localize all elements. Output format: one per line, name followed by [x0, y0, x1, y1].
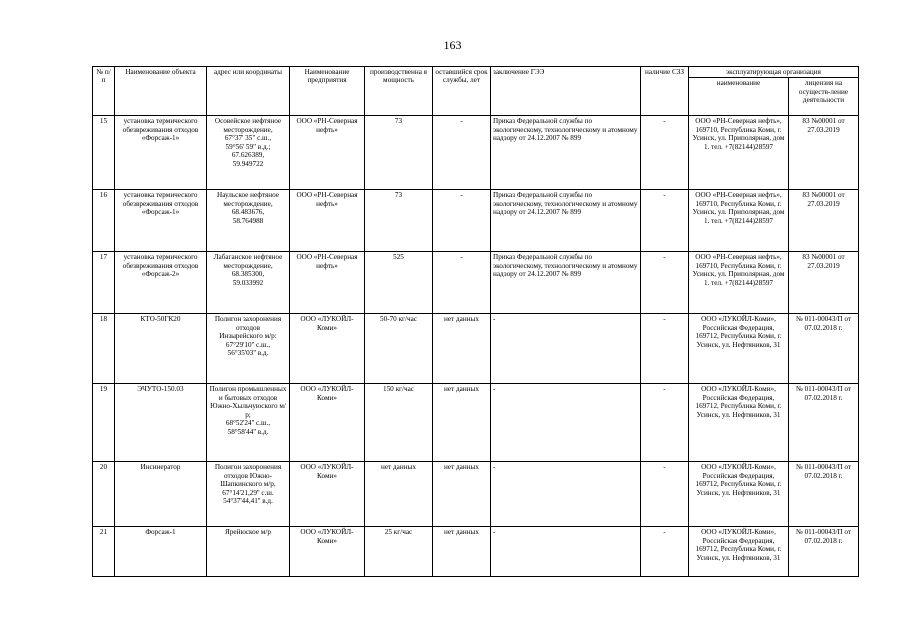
cell-capacity: 73: [365, 190, 433, 252]
cell-szz: -: [641, 116, 689, 190]
table-row: [93, 190, 859, 252]
table-body: [93, 116, 859, 577]
header-operator-group: эксплуатирующая организация: [689, 67, 859, 78]
cell-operator: ООО «РН-Северная нефть», 169710, Республика Коми, г. Усинск, ул. Приполярная, дом 1. тел. +7(82144)28597: [689, 252, 789, 314]
cell-enterprise: ООО «ЛУКОЙЛ-Коми»: [290, 314, 365, 384]
cell-object: установка термического обезвреживания отходов «Форсаж-2»: [115, 252, 207, 314]
table-row: [93, 462, 859, 527]
cell-num: 18: [93, 314, 115, 384]
table-row: [93, 252, 859, 314]
cell-gee: -: [491, 462, 641, 527]
cell-address: [207, 462, 290, 527]
cell-term: -: [433, 116, 491, 190]
cell-object: КТО-50ГК20: [115, 314, 207, 384]
cell-szz: -: [641, 384, 689, 462]
cell-capacity: 73: [365, 116, 433, 190]
header-szz: наличие СЗЗ: [641, 67, 689, 116]
cell-capacity: 150 кг/час: [365, 384, 433, 462]
cell-address-line: 59°56' 59" в.д.;: [225, 142, 271, 151]
cell-address-line: Инзырейского м/р:: [219, 332, 277, 341]
cell-enterprise: ООО «ЛУКОЙЛ-Коми»: [290, 384, 365, 462]
cell-enterprise: ООО «ЛУКОЙЛ-Коми»: [290, 527, 365, 577]
header-license: лицензия на осуществ-ление деятельности: [789, 78, 859, 116]
cell-operator: ООО «РН-Северная нефть», 169710, Республика Коми, г. Усинск, ул. Приполярная, дом 1. тел. +7(82144)28597: [689, 116, 789, 190]
cell-address-line: Ярейюское м/р: [225, 528, 271, 537]
cell-num: 15: [93, 116, 115, 190]
table-row: [93, 116, 859, 190]
cell-address-line: 54°37'44,41'' в.д.: [223, 497, 273, 506]
cell-address-line: Полигон захоронения отходов Южно-Шапкинского м/р,: [214, 463, 282, 489]
cell-term: -: [433, 190, 491, 252]
cell-enterprise: ООО «РН-Северная нефть»: [290, 190, 365, 252]
table-row: [93, 384, 859, 462]
header-enterprise: Наименование предприятия: [290, 67, 365, 116]
cell-address-line: 67°14'21,29'' с.ш.: [222, 488, 274, 497]
cell-address-line: 67°37' 35" с.ш.,: [224, 134, 272, 143]
cell-address-line: 58.764988: [232, 216, 264, 225]
cell-term: нет данных: [433, 462, 491, 527]
cell-address: [207, 252, 290, 314]
cell-address: [207, 384, 290, 462]
cell-address-line: 68°52'24'' с.ш.,: [225, 419, 271, 428]
cell-num: 16: [93, 190, 115, 252]
table-row: [93, 314, 859, 384]
cell-capacity: 50-70 кг/час: [365, 314, 433, 384]
cell-gee: -: [491, 314, 641, 384]
cell-object: установка термического обезвреживания отходов «Форсаж-1»: [115, 116, 207, 190]
cell-operator: ООО «РН-Северная нефть», 169710, Республика Коми, г. Усинск, ул. Приполярная, дом 1. тел. +7(82144)28597: [689, 190, 789, 252]
cell-szz: -: [641, 314, 689, 384]
cell-szz: -: [641, 190, 689, 252]
cell-term: нет данных: [433, 384, 491, 462]
header-term: оставшийся срок службы, лет: [433, 67, 491, 116]
header-capacity: производственна я мощность: [365, 67, 433, 116]
cell-szz: -: [641, 527, 689, 577]
cell-operator: ООО «ЛУКОЙЛ-Коми», Российская Федерация, 169712, Республика Коми, г. Усинск, ул. Нефтяников, 31: [689, 384, 789, 462]
header-gee: заключение ГЭЭ: [491, 67, 641, 116]
waste-facilities-table: [92, 66, 859, 577]
cell-address: [207, 314, 290, 384]
cell-term: нет данных: [433, 314, 491, 384]
header-object: Наименование объекта: [115, 67, 207, 116]
cell-capacity: нет данных: [365, 462, 433, 527]
cell-gee: -: [491, 527, 641, 577]
cell-szz: -: [641, 252, 689, 314]
cell-term: -: [433, 252, 491, 314]
cell-operator: ООО «ЛУКОЙЛ-Коми», Российская Федерация, 169712, Республика Коми, г. Усинск, ул. Нефтяников, 31: [689, 314, 789, 384]
cell-address: [207, 190, 290, 252]
cell-license: № 011-00043/П от 07.02.2018 г.: [789, 384, 859, 462]
cell-operator: ООО «ЛУКОЙЛ-Коми», Российская Федерация, 169712, Республика Коми, г. Усинск, ул. Нефтяников, 31: [689, 527, 789, 577]
cell-num: 20: [93, 462, 115, 527]
cell-num: 19: [93, 384, 115, 462]
cell-address-line: 59.949722: [232, 159, 264, 168]
cell-capacity: 25 кг/час: [365, 527, 433, 577]
cell-enterprise: ООО «РН-Северная нефть»: [290, 116, 365, 190]
cell-object: Инсинератор: [115, 462, 207, 527]
cell-address-line: Полигон захоронения отходов: [214, 315, 282, 332]
cell-gee: -: [491, 384, 641, 462]
cell-enterprise: ООО «ЛУКОЙЛ-Коми»: [290, 462, 365, 527]
cell-gee: Приказ Федеральной службы по экологическому, технологическому и атомному надзору от 24.12.2007 № 899: [491, 116, 641, 190]
cell-object: установка термического обезвреживания отходов «Форсаж-1»: [115, 190, 207, 252]
cell-operator: ООО «ЛУКОЙЛ-Коми», Российская Федерация, 169712, Республика Коми, г. Усинск, ул. Нефтяников, 31: [689, 462, 789, 527]
cell-address-line: Осовейское нефтяное месторождение,: [214, 117, 282, 134]
cell-address-line: 67.626389,: [231, 151, 265, 160]
table-row: [93, 527, 859, 577]
cell-address-line: 58°58'44'' в.д.: [227, 427, 269, 436]
header-operator-name: наименование: [689, 78, 789, 116]
cell-gee: Приказ Федеральной службы по экологическому, технологическому и атомному надзору от 24.12.2007 № 899: [491, 190, 641, 252]
cell-enterprise: ООО «РН-Северная нефть»: [290, 252, 365, 314]
cell-address-line: 67°29'10'' с.ш.,: [225, 340, 271, 349]
cell-address-line: 59.033992: [232, 278, 264, 287]
cell-license: № 011-00043/П от 07.02.2018 г.: [789, 462, 859, 527]
cell-num: 17: [93, 252, 115, 314]
cell-license: № 011-00043/П от 07.02.2018 г.: [789, 314, 859, 384]
cell-address-line: Наульское нефтяное месторождение,: [217, 191, 279, 208]
cell-license: 83 №00001 от 27.03.2019: [789, 116, 859, 190]
cell-address-line: 68.483676,: [231, 208, 265, 217]
cell-term: нет данных: [433, 527, 491, 577]
cell-address-line: Полигон промышленных и бытовых отходов Южно-Хыльчуюского м/р;: [209, 385, 287, 419]
cell-license: 83 №00001 от 27.03.2019: [789, 252, 859, 314]
cell-license: 83 №00001 от 27.03.2019: [789, 190, 859, 252]
header-address: адрес или координаты: [207, 67, 290, 116]
cell-address-line: 68.385300,: [231, 270, 265, 279]
cell-address-line: Лабаганское нефтяное месторождение,: [213, 253, 283, 270]
cell-capacity: 525: [365, 252, 433, 314]
cell-address: [207, 527, 290, 577]
cell-object: ЭЧУТО-150.03: [115, 384, 207, 462]
cell-num: 21: [93, 527, 115, 577]
page-number: 163: [443, 38, 462, 52]
cell-license: № 011-00043/П от 07.02.2018 г.: [789, 527, 859, 577]
cell-gee: Приказ Федеральной службы по экологическому, технологическому и атомному надзору от 24.12.2007 № 899: [491, 252, 641, 314]
header-num: № п/п: [93, 67, 115, 116]
cell-szz: -: [641, 462, 689, 527]
cell-object: Форсаж-1: [115, 527, 207, 577]
cell-address: [207, 116, 290, 190]
cell-address-line: 56°35'03'' в.д.: [227, 349, 269, 358]
